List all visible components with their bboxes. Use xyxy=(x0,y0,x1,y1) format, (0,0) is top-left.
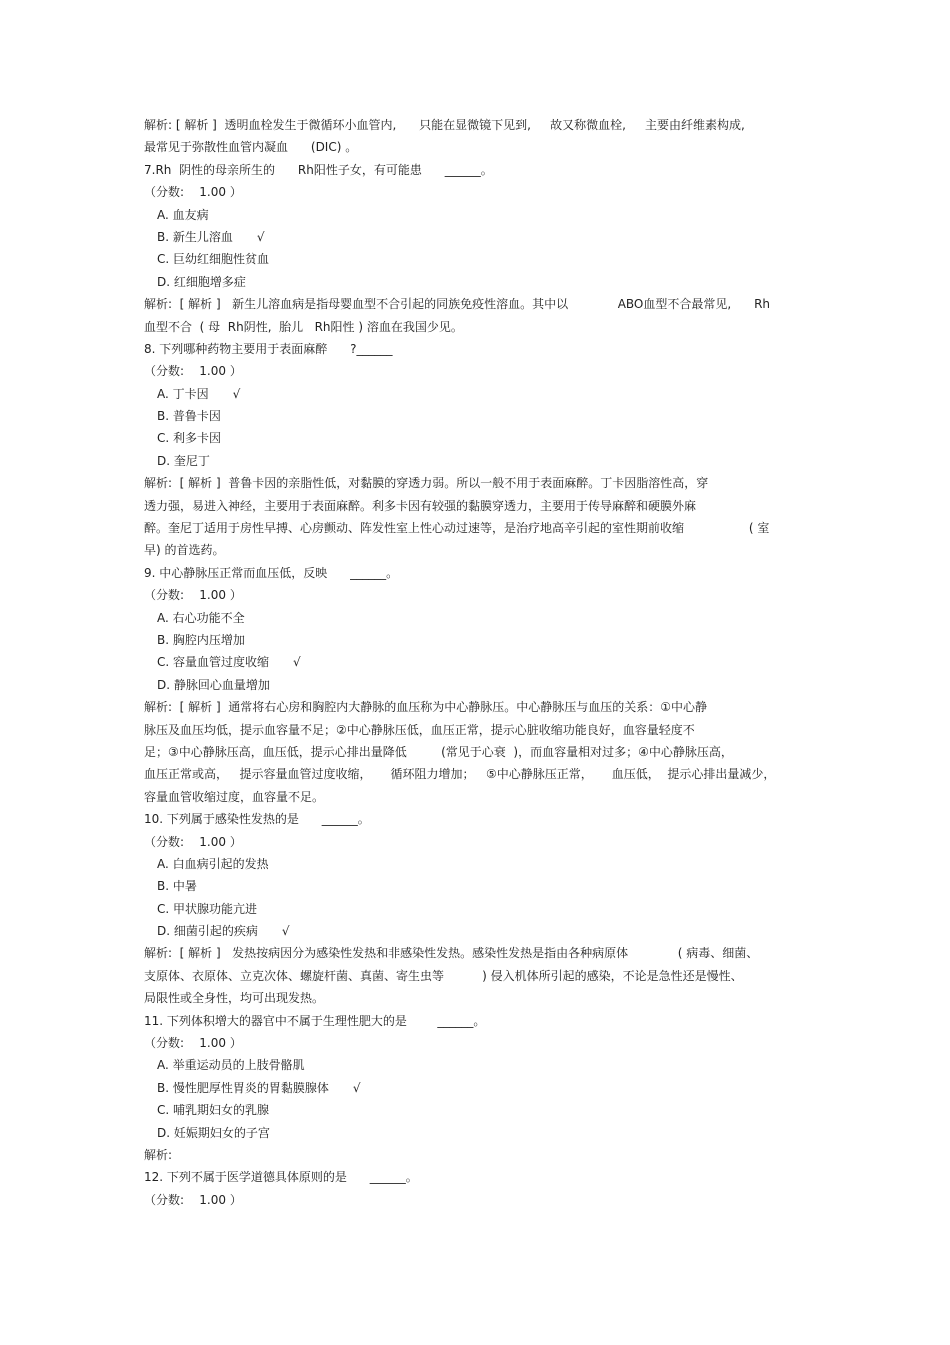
score-line xyxy=(144,1189,809,1211)
explanation-line xyxy=(144,987,809,1009)
explanation-line xyxy=(144,965,809,987)
line-text: D. 静脉回心血量增加 xyxy=(157,677,270,692)
answer-option xyxy=(144,651,809,673)
line-text: 解析: xyxy=(144,1147,173,1162)
line-text: 容量血管收缩过度，血容量不足。 xyxy=(144,789,325,804)
answer-option xyxy=(144,427,809,449)
answer-option xyxy=(144,383,809,405)
answer-option xyxy=(144,1122,809,1144)
explanation-line xyxy=(144,293,809,315)
line-text: 早) 的首选药。 xyxy=(144,543,225,558)
line-text: A. 右心功能不全 xyxy=(157,610,245,625)
line-text: 透力强，易进入神经，主要用于表面麻醉。利多卡因有较强的黏膜穿透力，主要用于传导麻醉和硬膜外麻 xyxy=(144,498,697,513)
explanation-line xyxy=(144,696,809,718)
explanation-line xyxy=(144,472,809,494)
line-text: 脉压及血压均低，提示血容量不足；②中心静脉压低，血压正常，提示心脏收缩功能良好，血容量轻度不 xyxy=(144,722,695,737)
answer-option xyxy=(144,405,809,427)
line-text: 解析: [ 解析 ] 透明血栓发生于微循环小血管内, 只能在显微镜下见到, 故又称微血栓, 主要由纤维素构成, xyxy=(144,118,745,132)
line-text: B. 新生儿溶血 xyxy=(157,229,233,244)
line-text: B. 普鲁卡因 xyxy=(157,409,221,424)
answer-option xyxy=(144,607,809,629)
answer-option xyxy=(144,674,809,696)
answer-option xyxy=(144,629,809,651)
question-text xyxy=(144,1166,809,1188)
line-text: A. 举重运动员的上肢骨骼肌 xyxy=(157,1058,305,1073)
line-text: （分数: 1.00 ） xyxy=(144,364,242,379)
line-text: C. 容量血管过度收缩 xyxy=(157,655,270,670)
line-text: C. 哺乳期妇女的乳腺 xyxy=(157,1103,270,1118)
explanation-line xyxy=(144,1144,809,1166)
line-text: 解析: [ 解析 ] 新生儿溶血病是指母婴血型不合引起的同族免疫性溶血。其中以 ABO血型不合最常见, Rh xyxy=(144,297,771,312)
answer-option xyxy=(144,1077,809,1099)
line-text: （分数: 1.00 ） xyxy=(144,834,242,849)
explanation-line xyxy=(144,517,809,539)
line-text: （分数: 1.00 ） xyxy=(144,1036,242,1051)
explanation-line xyxy=(144,495,809,517)
line-text: 12. 下列不属于医学道德具体原则的是 ______。 xyxy=(144,1170,418,1185)
line-text: 解析: [ 解析 ] 普鲁卡因的亲脂性低，对黏膜的穿透力弱。所以一般不用于表面麻醉。丁卡因脂溶性高，穿 xyxy=(144,476,709,491)
score-line xyxy=(144,584,809,606)
explanation-line xyxy=(144,316,809,338)
line-text: C. 利多卡因 xyxy=(157,431,222,446)
line-text: B. 中暑 xyxy=(157,879,197,894)
document-page xyxy=(144,114,809,1211)
explanation-line xyxy=(144,741,809,763)
line-text: 最常见于弥散性血管内凝血 (DIC) 。 xyxy=(144,140,358,155)
score-line xyxy=(144,181,809,203)
line-text: A. 白血病引起的发热 xyxy=(157,856,269,871)
line-text: 10. 下列属于感染性发热的是 ______。 xyxy=(144,812,370,827)
line-text: 局限性或全身性，均可出现发热。 xyxy=(144,991,325,1006)
line-text: 11. 下列体积增大的器官中不属于生理性肥大的是 ______。 xyxy=(144,1013,486,1028)
answer-option xyxy=(144,450,809,472)
line-text: 8. 下列哪种药物主要用于表面麻醉 ?______ xyxy=(144,341,393,356)
line-text: 解析: [ 解析 ] 发热按病因分为感染性发热和非感染性发热。感染性发热是指由各种病原体 ( 病毒、细菌、 xyxy=(144,946,759,961)
score-line xyxy=(144,1032,809,1054)
correct-check-icon: √ xyxy=(281,924,290,939)
line-text: A. 血友病 xyxy=(157,207,209,222)
line-text: 支原体、衣原体、立克次体、螺旋杆菌、真菌、寄生虫等 ) 侵入机体所引起的感染，不论是急性还是慢性、 xyxy=(144,968,743,983)
line-text: D. 红细胞增多症 xyxy=(157,274,246,289)
answer-option xyxy=(144,226,809,248)
answer-option xyxy=(144,248,809,270)
explanation-line xyxy=(144,763,809,785)
line-text: 醉。奎尼丁适用于房性早搏、心房颤动、阵发性室上性心动过速等，是治疗地高辛引起的室性期前收缩 ( 室 xyxy=(144,521,770,536)
line-text: 血型不合 ( 母 Rh阴性, 胎儿 Rh阳性 ) 溶血在我国少见。 xyxy=(144,319,463,334)
line-text: C. 巨幼红细胞性贫血 xyxy=(157,252,270,267)
line-text: （分数: 1.00 ） xyxy=(144,1192,242,1207)
explanation-line xyxy=(144,786,809,808)
question-text xyxy=(144,1010,809,1032)
score-line xyxy=(144,360,809,382)
line-text: 9. 中心静脉压正常而血压低，反映 ______。 xyxy=(144,565,399,580)
correct-check-icon: √ xyxy=(352,1080,361,1095)
question-text xyxy=(144,338,809,360)
answer-option xyxy=(144,271,809,293)
explanation-line xyxy=(144,719,809,741)
answer-option xyxy=(144,920,809,942)
line-text: 解析: [ 解析 ] 通常将右心房和胸腔内大静脉的血压称为中心静脉压。中心静脉压与血压的关系：①中心静 xyxy=(144,700,708,715)
correct-check-icon: √ xyxy=(293,655,301,670)
line-text: D. 细菌引起的疾病 xyxy=(157,924,258,939)
explanation-line xyxy=(144,136,809,158)
correct-check-icon: √ xyxy=(256,229,265,244)
answer-option xyxy=(144,898,809,920)
line-text: D. 妊娠期妇女的子宫 xyxy=(157,1125,270,1140)
answer-option xyxy=(144,204,809,226)
answer-option xyxy=(144,1099,809,1121)
question-text xyxy=(144,562,809,584)
explanation-line xyxy=(144,114,809,136)
correct-check-icon: √ xyxy=(232,386,241,401)
question-text xyxy=(144,159,809,181)
explanation-line xyxy=(144,942,809,964)
line-text: 足；③中心静脉压高，血压低，提示心排出量降低 (常见于心衰 )，而血容量相对过多；④中心静脉压高， xyxy=(144,744,733,759)
line-text: B. 胸腔内压增加 xyxy=(157,632,245,647)
answer-option xyxy=(144,853,809,875)
line-text: B. 慢性肥厚性胃炎的胃黏膜腺体 xyxy=(157,1080,329,1095)
question-text xyxy=(144,808,809,830)
explanation-line xyxy=(144,539,809,561)
line-text: D. 奎尼丁 xyxy=(157,453,210,468)
score-line xyxy=(144,831,809,853)
line-text: （分数: 1.00 ） xyxy=(144,185,242,200)
line-text: 7.Rh 阴性的母亲所生的 Rh阳性子女，有可能患 ______。 xyxy=(144,162,493,177)
line-text: A. 丁卡因 xyxy=(157,386,209,401)
answer-option xyxy=(144,875,809,897)
line-text: 血压正常或高， 提示容量血管过度收缩， 循环阻力增加； ⑤中心静脉压正常， 血压低， 提示心排出量减少， xyxy=(144,767,776,782)
line-text: （分数: 1.00 ） xyxy=(144,588,242,603)
line-text: C. 甲状腺功能亢进 xyxy=(157,901,258,916)
answer-option xyxy=(144,1054,809,1076)
